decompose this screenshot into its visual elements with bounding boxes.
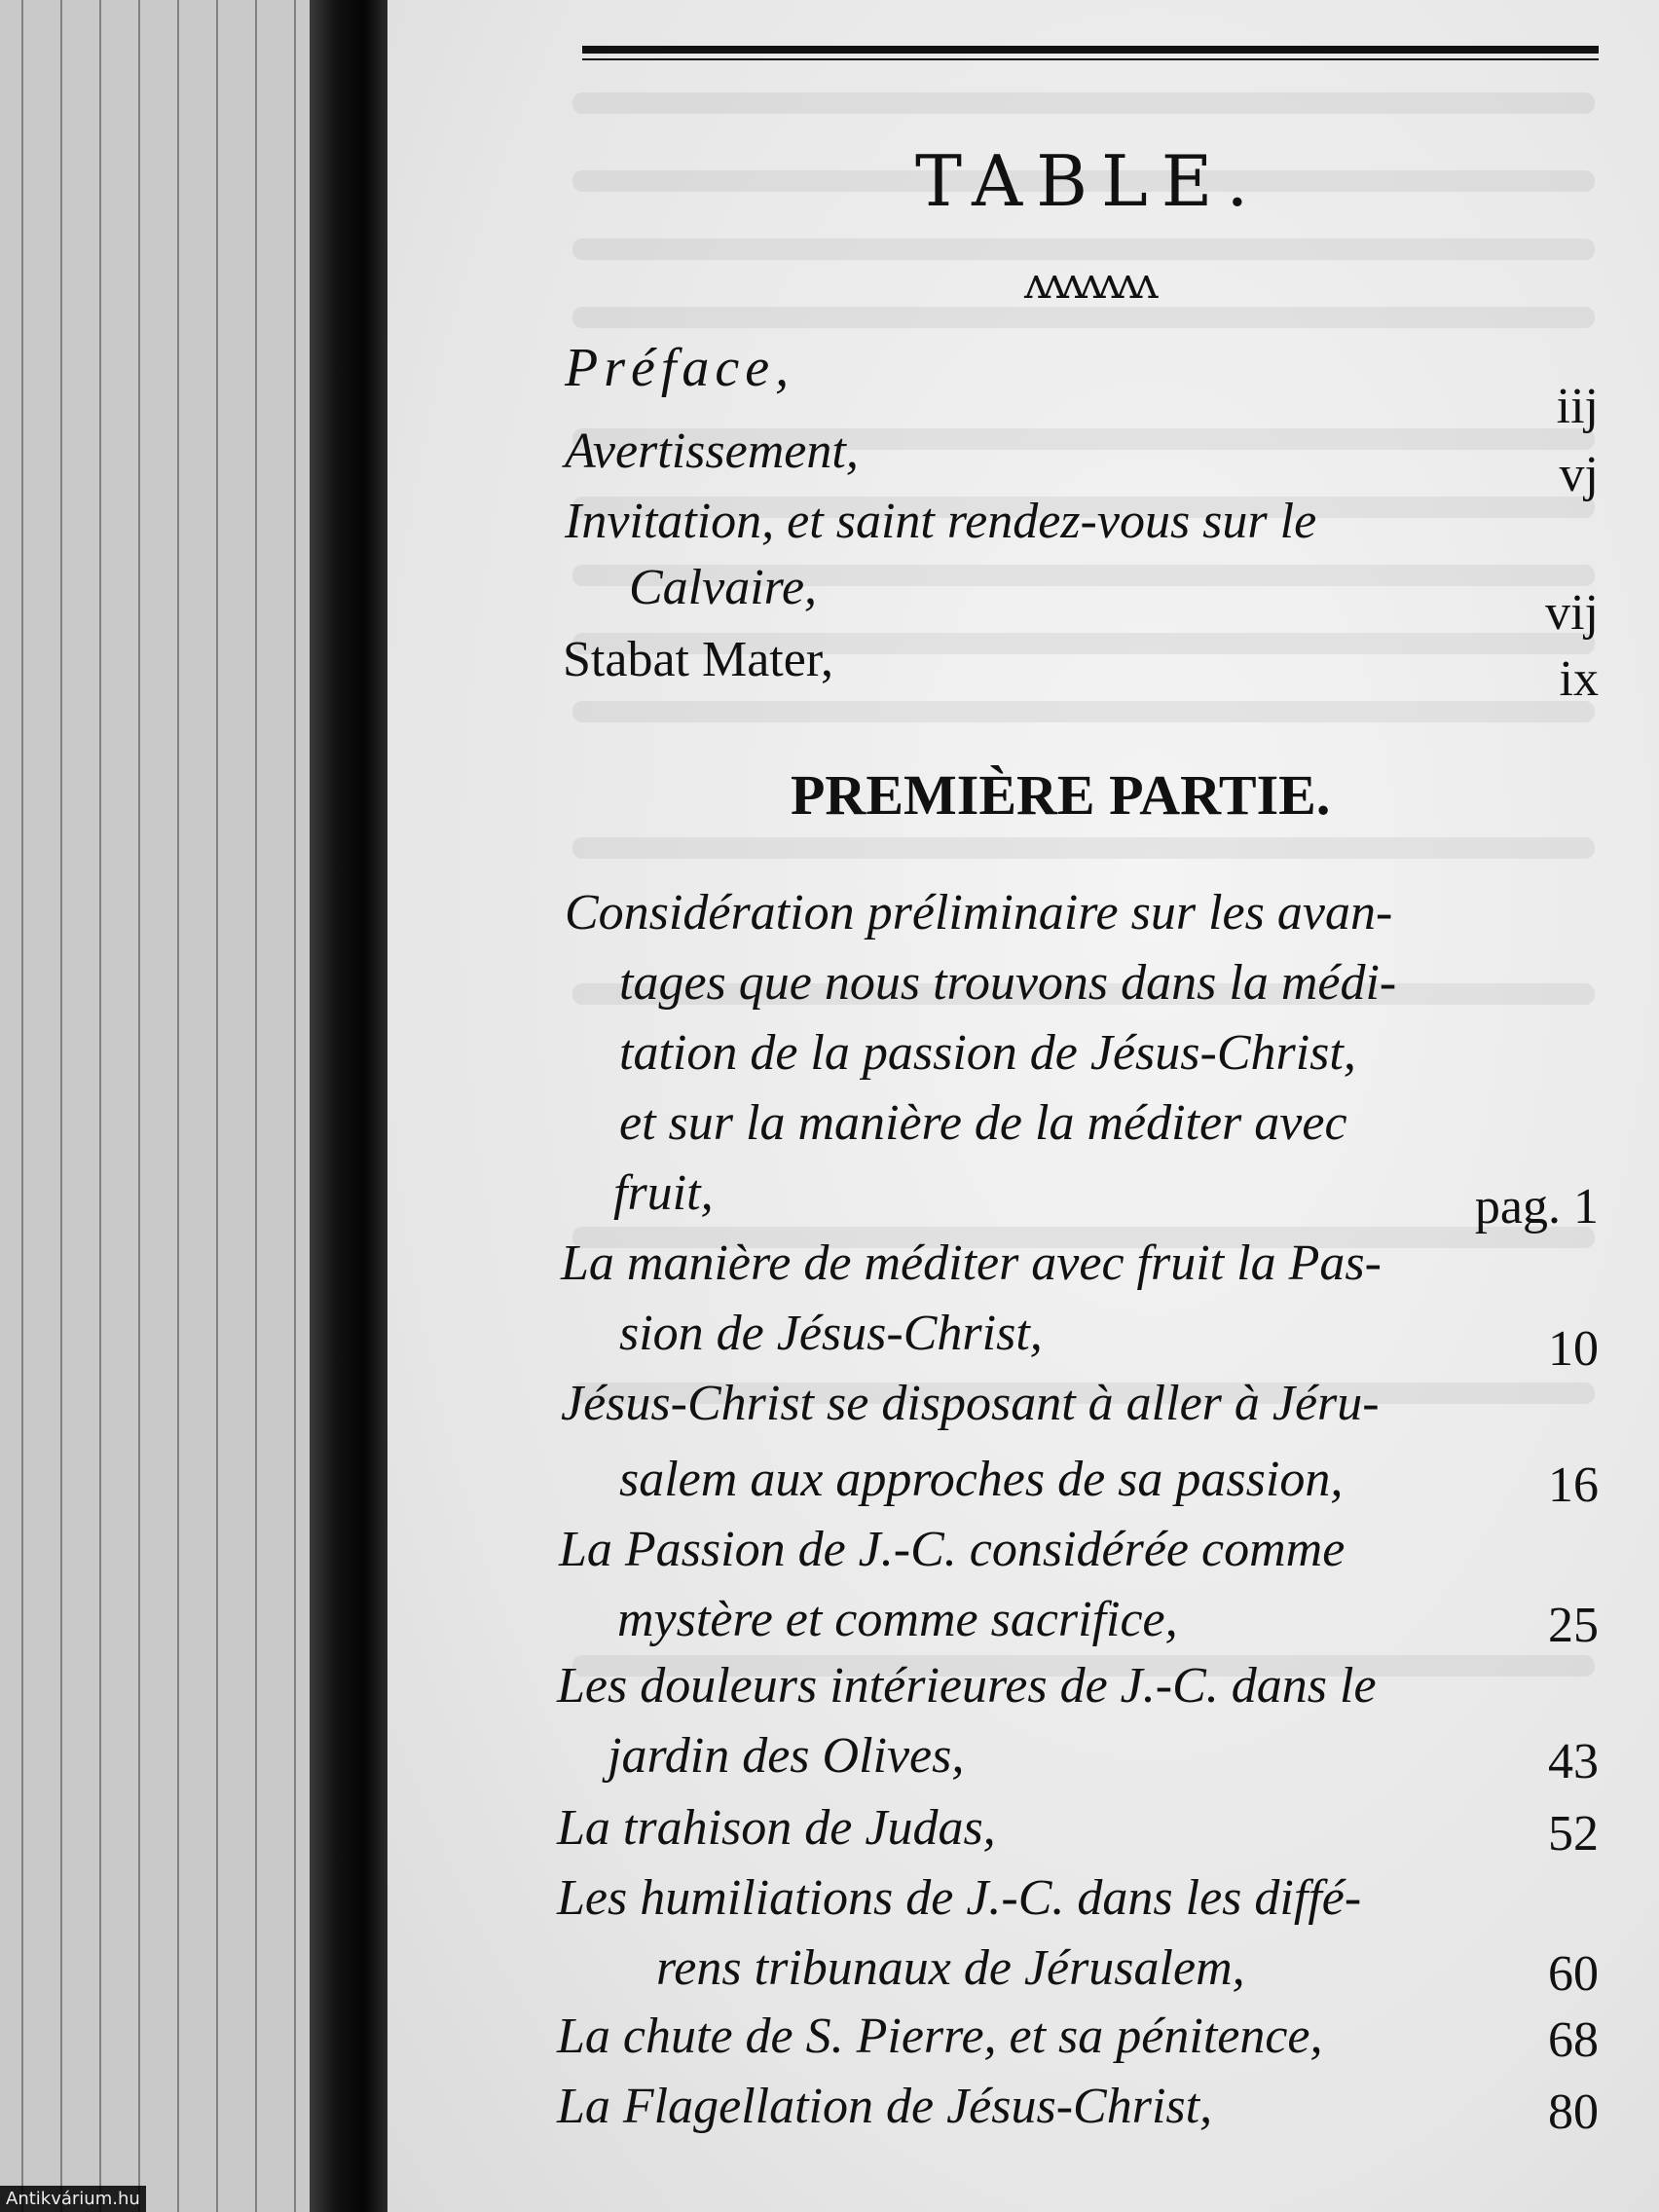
page-title: TABLE.: [915, 140, 1263, 222]
toc-page-invitation: vij: [1545, 585, 1599, 641]
toc-entry-chute: La chute de S. Pierre, et sa pénitence,: [557, 2009, 1323, 2064]
toc-entry-consideration-line-1: Considération préliminaire sur les avan-: [565, 885, 1393, 940]
toc-page-flagellation: 80: [1548, 2084, 1599, 2140]
toc-entry-humiliations-line-1: Les humiliations de J.-C. dans les diffé-: [557, 1870, 1362, 1926]
toc-entry-maniere-line-1: La manière de méditer avec fruit la Pas-: [561, 1235, 1382, 1291]
toc-entry-flagellation: La Flagellation de Jésus-Christ,: [557, 2079, 1213, 2134]
toc-entry-avertissement: Avertissement,: [565, 424, 859, 479]
toc-entry-preface: Préface,: [565, 338, 795, 398]
toc-page-stabat-mater: ix: [1559, 651, 1599, 707]
toc-page-passion: 25: [1548, 1598, 1599, 1653]
toc-entry-douleurs-line-2: jardin des Olives,: [608, 1728, 965, 1784]
toc-entry-jesus-disposant-line-1: Jésus-Christ se disposant à aller à Jéru-: [561, 1376, 1380, 1431]
toc-entry-consideration-line-4: et sur la manière de la méditer avec: [619, 1095, 1347, 1151]
toc-entry-jesus-disposant-line-2: salem aux approches de sa passion,: [619, 1452, 1344, 1507]
toc-page-consideration: pag. 1: [1474, 1179, 1599, 1235]
toc-page-maniere: 10: [1548, 1321, 1599, 1377]
book-cover: [0, 0, 312, 2212]
toc-entry-douleurs-line-1: Les douleurs intérieures de J.-C. dans le: [557, 1658, 1377, 1714]
toc-page-chute: 68: [1548, 2012, 1599, 2068]
section-heading: PREMIÈRE PARTIE.: [791, 763, 1331, 827]
toc-page-avertissement: vj: [1559, 447, 1599, 502]
toc-page-trahison: 52: [1548, 1806, 1599, 1862]
toc-entry-trahison: La trahison de Judas,: [557, 1800, 996, 1856]
toc-entry-consideration-line-5: fruit,: [613, 1165, 714, 1221]
toc-page-jesus-disposant: 16: [1548, 1457, 1599, 1513]
book-spine: [310, 0, 387, 2212]
toc-entry-consideration-line-3: tation de la passion de Jésus-Christ,: [619, 1025, 1356, 1081]
toc-entry-consideration-line-2: tages que nous trouvons dans la médi-: [619, 955, 1397, 1011]
header-rule-thin: [582, 58, 1599, 60]
toc-page-preface: iij: [1556, 379, 1599, 434]
watermark: Antikvárium.hu: [0, 2186, 146, 2212]
toc-page-humiliations: 60: [1548, 1946, 1599, 2002]
toc-entry-maniere-line-2: sion de Jésus-Christ,: [619, 1306, 1043, 1361]
toc-entry-invitation-line-2: Calvaire,: [629, 560, 818, 615]
header-rule-thick: [582, 46, 1599, 54]
toc-entry-passion-line-2: mystère et comme sacrifice,: [617, 1592, 1178, 1647]
toc-entry-passion-line-1: La Passion de J.-C. considérée comme: [559, 1522, 1346, 1577]
toc-page-douleurs: 43: [1548, 1734, 1599, 1789]
toc-entry-stabat-mater: Stabat Mater,: [563, 632, 834, 687]
ornament-divider: ʌʌʌʌʌʌʌ: [1024, 259, 1154, 309]
toc-entry-invitation-line-1: Invitation, et saint rendez-vous sur le: [565, 494, 1317, 549]
toc-entry-humiliations-line-2: rens tribunaux de Jérusalem,: [656, 1940, 1245, 1996]
